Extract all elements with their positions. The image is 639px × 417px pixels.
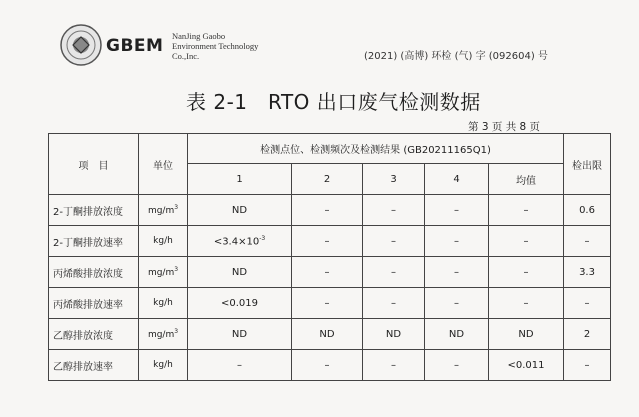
value-text: – — [523, 204, 529, 216]
value-text: <0.011 — [507, 359, 545, 371]
value-text: – — [454, 204, 459, 216]
table-row — [49, 195, 611, 226]
company-logo — [60, 24, 102, 66]
certificate-number: (2021) (高博) 环检 (气) 字 (092604) 号 — [364, 51, 548, 62]
unit-cell — [139, 226, 188, 257]
header-column: 4 — [425, 164, 489, 195]
limit-cell: – — [564, 288, 611, 319]
value-text: ND — [231, 328, 248, 340]
value-text: – — [454, 235, 459, 247]
value-cell — [363, 226, 425, 257]
value-text: ND — [448, 328, 465, 340]
value-text: – — [454, 297, 459, 309]
table-row — [49, 257, 611, 288]
unit-cell — [139, 257, 188, 288]
table-title: 表 2-1 RTO 出口废气检测数据 — [186, 90, 481, 114]
item-cell: 丙烯酸排放浓度 — [49, 257, 139, 288]
value-cell — [425, 257, 489, 288]
value-cell — [363, 257, 425, 288]
value-cell — [292, 350, 363, 381]
unit-text: mg/m — [147, 206, 175, 216]
value-text: ND — [518, 328, 534, 340]
value-cell — [489, 288, 564, 319]
value-cell — [292, 226, 363, 257]
company-line: NanJing Gaobo — [172, 31, 226, 41]
unit-text: kg/h — [153, 236, 173, 246]
value-text: – — [523, 266, 529, 278]
value-cell — [188, 195, 292, 226]
value-cell — [363, 319, 425, 350]
value-text: – — [454, 266, 459, 278]
header-limit: 检出限 — [564, 134, 611, 195]
limit-cell: – — [564, 350, 611, 381]
value-cell — [292, 319, 363, 350]
header-column: 2 — [292, 164, 363, 195]
unit-cell — [139, 350, 188, 381]
item-cell: 乙醇排放速率 — [49, 350, 139, 381]
value-text: ND — [231, 266, 248, 278]
value-text: – — [324, 204, 330, 216]
value-cell — [425, 288, 489, 319]
header-results-group: 检测点位、检测频次及检测结果 (GB20211165Q1) — [188, 134, 564, 164]
value-superscript: -3 — [259, 234, 266, 242]
value-text: – — [324, 359, 330, 371]
header-unit: 单位 — [139, 134, 188, 195]
header-column: 3 — [363, 164, 425, 195]
value-text: – — [237, 359, 242, 371]
value-cell — [489, 319, 564, 350]
brand-name: GBEM — [106, 36, 164, 56]
company-line: Co.,Inc. — [172, 51, 200, 61]
unit-superscript: 3 — [174, 328, 179, 335]
value-cell — [425, 319, 489, 350]
unit-superscript: 3 — [174, 204, 179, 211]
results-table — [48, 133, 611, 381]
value-cell — [188, 257, 292, 288]
item-cell: 丙烯酸排放速率 — [49, 288, 139, 319]
value-text: – — [324, 235, 330, 247]
value-cell — [292, 257, 363, 288]
limit-cell: – — [564, 226, 611, 257]
value-cell — [363, 350, 425, 381]
value-text: – — [391, 266, 396, 278]
table-row — [49, 288, 611, 319]
value-cell — [363, 195, 425, 226]
value-text: – — [391, 204, 396, 216]
header-item: 项 目 — [49, 134, 139, 195]
value-text: – — [391, 359, 396, 371]
company-name — [172, 31, 258, 61]
page-info: 第 3 页 共 8 页 — [468, 121, 541, 133]
table-row — [49, 226, 611, 257]
header-column: 1 — [188, 164, 292, 195]
unit-cell — [139, 288, 188, 319]
value-text: – — [391, 235, 396, 247]
unit-text: kg/h — [153, 298, 173, 308]
unit-text: kg/h — [153, 360, 173, 370]
value-cell — [489, 350, 564, 381]
value-text: <3.4×10 — [213, 236, 260, 248]
value-text: ND — [231, 204, 248, 216]
value-cell — [363, 288, 425, 319]
value-text: – — [324, 297, 330, 309]
value-cell — [188, 319, 292, 350]
unit-cell — [139, 195, 188, 226]
value-cell — [425, 226, 489, 257]
table-row — [49, 350, 611, 381]
value-text: – — [324, 266, 330, 278]
value-text: <0.019 — [220, 297, 258, 309]
table-row — [49, 319, 611, 350]
item-cell: 2-丁酮排放速率 — [49, 226, 139, 257]
value-cell — [489, 257, 564, 288]
unit-text: mg/m — [147, 330, 175, 340]
value-cell — [425, 350, 489, 381]
limit-cell: 2 — [564, 319, 611, 350]
company-line: Environment Technology — [172, 41, 259, 51]
value-text: – — [523, 297, 529, 309]
unit-cell — [139, 319, 188, 350]
item-cell: 乙醇排放浓度 — [49, 319, 139, 350]
value-text: – — [391, 297, 396, 309]
value-cell — [188, 288, 292, 319]
limit-cell: 0.6 — [564, 195, 611, 226]
unit-superscript: 3 — [174, 266, 179, 273]
value-text: – — [454, 359, 459, 371]
value-cell — [188, 226, 292, 257]
header-column: 均值 — [489, 164, 564, 195]
value-cell — [489, 195, 564, 226]
value-cell — [425, 195, 489, 226]
value-cell — [292, 288, 363, 319]
value-text: – — [523, 235, 529, 247]
value-cell — [188, 350, 292, 381]
unit-text: mg/m — [147, 268, 175, 278]
value-text: ND — [319, 328, 335, 340]
item-cell: 2-丁酮排放浓度 — [49, 195, 139, 226]
value-cell — [292, 195, 363, 226]
value-text: ND — [385, 328, 402, 340]
value-cell — [489, 226, 564, 257]
limit-cell: 3.3 — [564, 257, 611, 288]
